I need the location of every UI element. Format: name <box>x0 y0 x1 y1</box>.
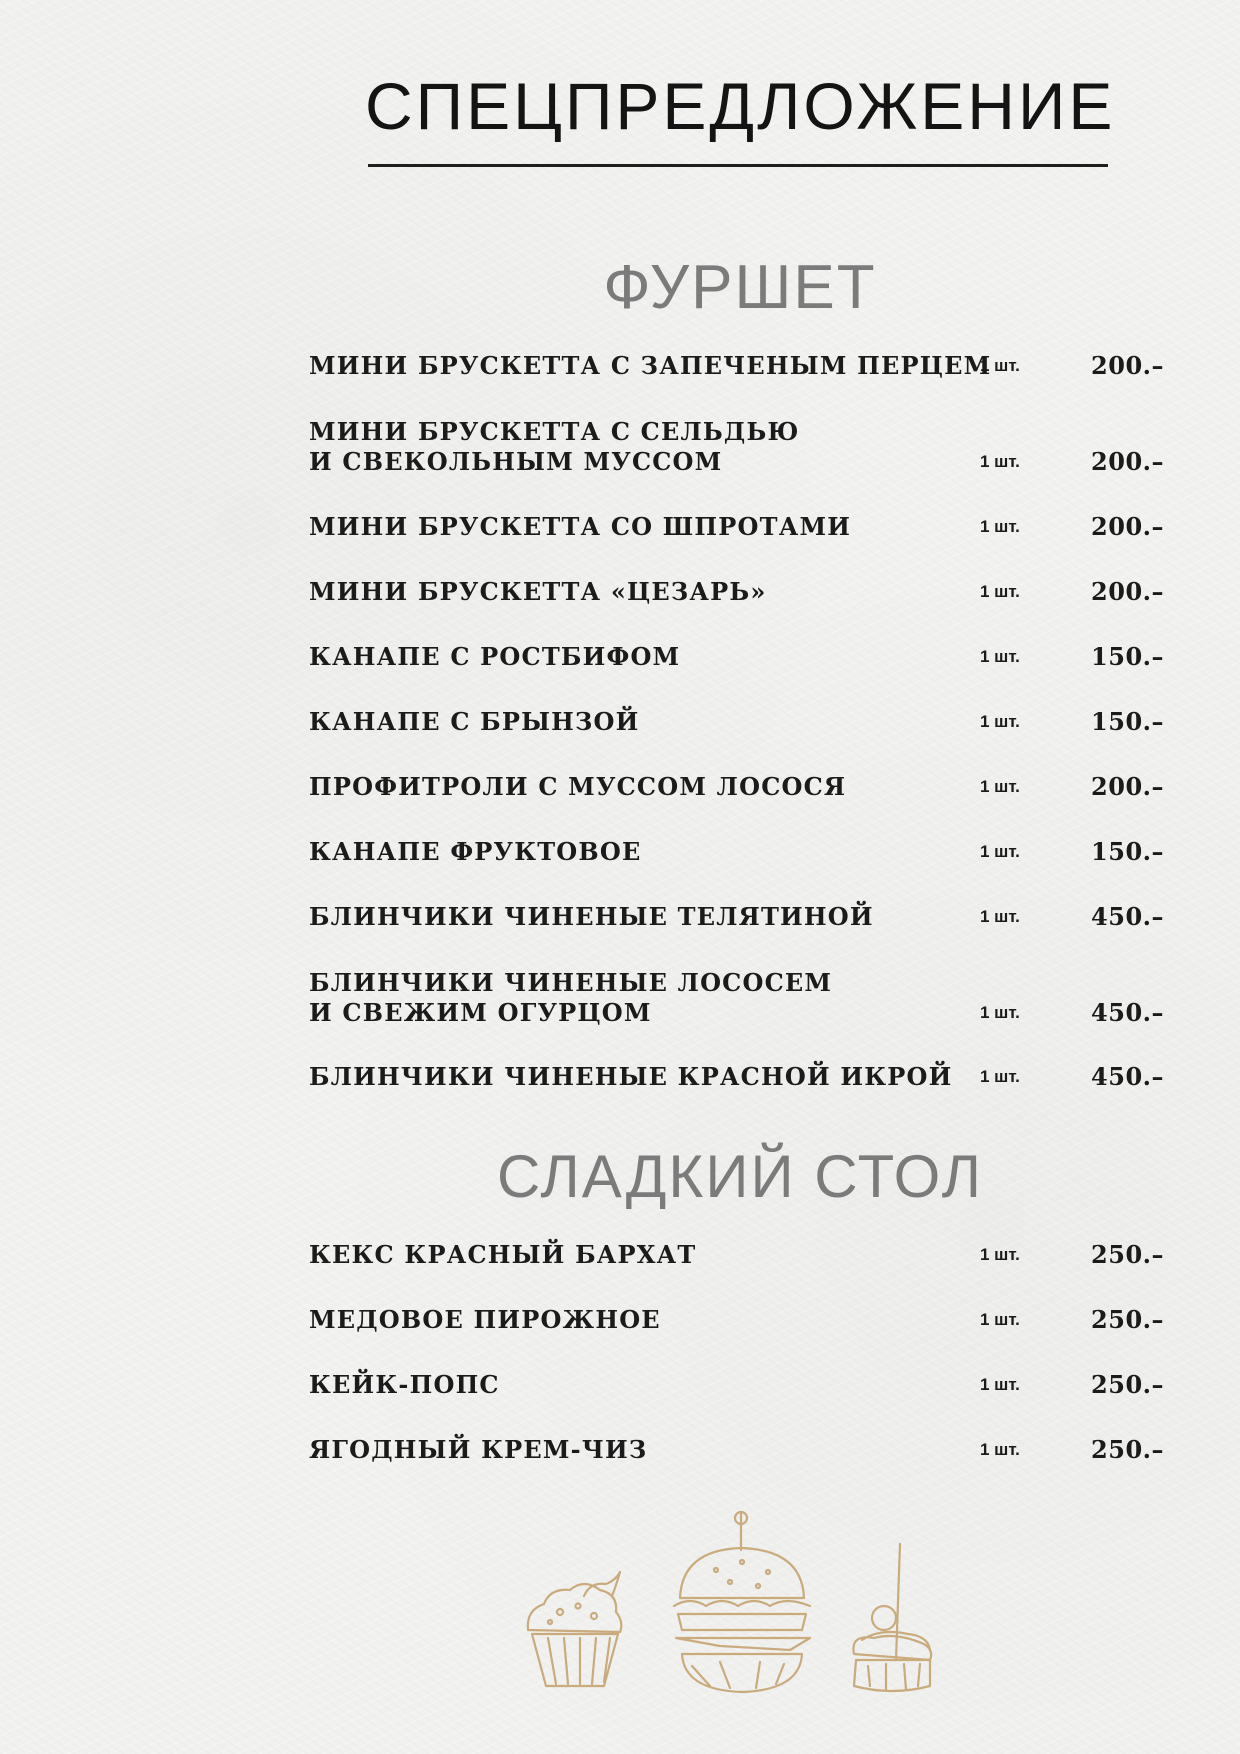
menu-item-qty: 1 шт. <box>980 1310 1020 1329</box>
menu-item-name-line: МЕДОВОЕ ПИРОЖНОЕ <box>309 1305 661 1334</box>
menu-item-qty: 1 шт. <box>980 712 1020 731</box>
menu-item-name-line: БЛИНЧИКИ ЧИНЕНЫЕ ЛОСОСЕМ <box>309 968 833 997</box>
menu-item-name-line: КАНАПЕ С РОСТБИФОМ <box>309 642 681 671</box>
menu-item-qty: 1 шт. <box>980 1003 1020 1022</box>
menu-item-price: 250.– <box>1091 1370 1164 1399</box>
menu-item-qty: 1 шт. <box>980 356 1020 375</box>
menu-item <box>0 602 1240 672</box>
menu-item <box>0 311 1240 381</box>
section-title-sweet-table: СЛАДКИЙ СТОЛ <box>497 1143 983 1210</box>
menu-item-name-line: МИНИ БРУСКЕТТА СО ШПРОТАМИ <box>309 512 852 541</box>
menu-item <box>0 1330 1240 1400</box>
menu-item <box>0 958 1240 1028</box>
menu-item-name-line: КАНАПЕ С БРЫНЗОЙ <box>309 707 640 736</box>
menu-item-name-line: БЛИНЧИКИ ЧИНЕНЫЕ КРАСНОЙ ИКРОЙ <box>309 1062 953 1091</box>
menu-item-price: 200.– <box>1091 447 1164 476</box>
menu-item-qty: 1 шт. <box>980 842 1020 861</box>
menu-item-qty: 1 шт. <box>980 1245 1020 1264</box>
menu-item-name-line: КАНАПЕ ФРУКТОВОЕ <box>309 837 642 866</box>
menu-item-name <box>309 1062 953 1092</box>
menu-item-qty: 1 шт. <box>980 777 1020 796</box>
menu-item-name <box>309 902 949 932</box>
menu-item-name-line: БЛИНЧИКИ ЧИНЕНЫЕ ТЕЛЯТИНОЙ <box>309 902 874 931</box>
menu-item-price: 200.– <box>1091 512 1164 541</box>
menu-item <box>0 797 1240 867</box>
menu-item-name-line: ПРОФИТРОЛИ С МУССОМ ЛОСОСЯ <box>309 772 847 801</box>
menu-item-qty: 1 шт. <box>980 452 1020 471</box>
menu-item-qty: 1 шт. <box>980 1067 1020 1086</box>
menu-item <box>0 1200 1240 1270</box>
menu-item-name-line: И СВЕКОЛЬНЫМ МУССОМ <box>309 447 723 476</box>
menu-item-price: 150.– <box>1091 707 1164 736</box>
menu-item-qty: 1 шт. <box>980 517 1020 536</box>
menu-item-price: 200.– <box>1091 577 1164 606</box>
menu-item-qty: 1 шт. <box>980 647 1020 666</box>
menu-item <box>0 1265 1240 1335</box>
menu-item-qty: 1 шт. <box>980 907 1020 926</box>
menu-item-price: 450.– <box>1091 1062 1164 1091</box>
menu-item <box>0 862 1240 932</box>
menu-item-name-line: И СВЕЖИМ ОГУРЦОМ <box>309 998 652 1027</box>
menu-item-qty: 1 шт. <box>980 582 1020 601</box>
menu-item-name-line: МИНИ БРУСКЕТТА «ЦЕЗАРЬ» <box>309 577 767 606</box>
cupcake-icon <box>528 1572 622 1686</box>
menu-item-name-line: ЯГОДНЫЙ КРЕМ-ЧИЗ <box>309 1435 648 1464</box>
menu-item-qty: 1 шт. <box>980 1440 1020 1459</box>
menu-item-qty: 1 шт. <box>980 1375 1020 1394</box>
menu-item <box>0 732 1240 802</box>
menu-item-price: 450.– <box>1091 902 1164 931</box>
canape-icon <box>853 1544 931 1691</box>
menu-item <box>0 537 1240 607</box>
menu-item-price: 450.– <box>1091 998 1164 1027</box>
food-illustration <box>520 1510 940 1700</box>
section-title-furshet: ФУРШЕТ <box>603 253 877 322</box>
menu-item-price: 200.– <box>1091 351 1164 380</box>
menu-item-price: 150.– <box>1091 642 1164 671</box>
menu-item <box>0 472 1240 542</box>
menu-item-price: 250.– <box>1091 1240 1164 1269</box>
menu-item-price: 200.– <box>1091 772 1164 801</box>
menu-item-name-line: КЕКС КРАСНЫЙ БАРХАТ <box>309 1240 697 1269</box>
menu-item-price: 250.– <box>1091 1435 1164 1464</box>
menu-item-name-line: МИНИ БРУСКЕТТА С ЗАПЕЧЕНЫМ ПЕРЦЕМ <box>309 351 992 380</box>
page-title: СПЕЦПРЕДЛОЖЕНИЕ <box>365 69 1116 143</box>
menu-item-name <box>309 968 949 1028</box>
menu-item <box>0 667 1240 737</box>
menu-item-name <box>309 351 992 381</box>
menu-item <box>0 407 1240 477</box>
menu-item <box>0 1022 1240 1092</box>
menu-item-price: 150.– <box>1091 837 1164 866</box>
menu-item-price: 250.– <box>1091 1305 1164 1334</box>
menu-item <box>0 1395 1240 1465</box>
menu-item-name-line: МИНИ БРУСКЕТТА С СЕЛЬДЬЮ <box>309 417 800 446</box>
burger-icon <box>674 1512 810 1692</box>
menu-item-name-line: КЕЙК-ПОПС <box>309 1370 500 1399</box>
menu-item-name <box>309 417 949 477</box>
menu-item-name <box>309 1435 949 1465</box>
